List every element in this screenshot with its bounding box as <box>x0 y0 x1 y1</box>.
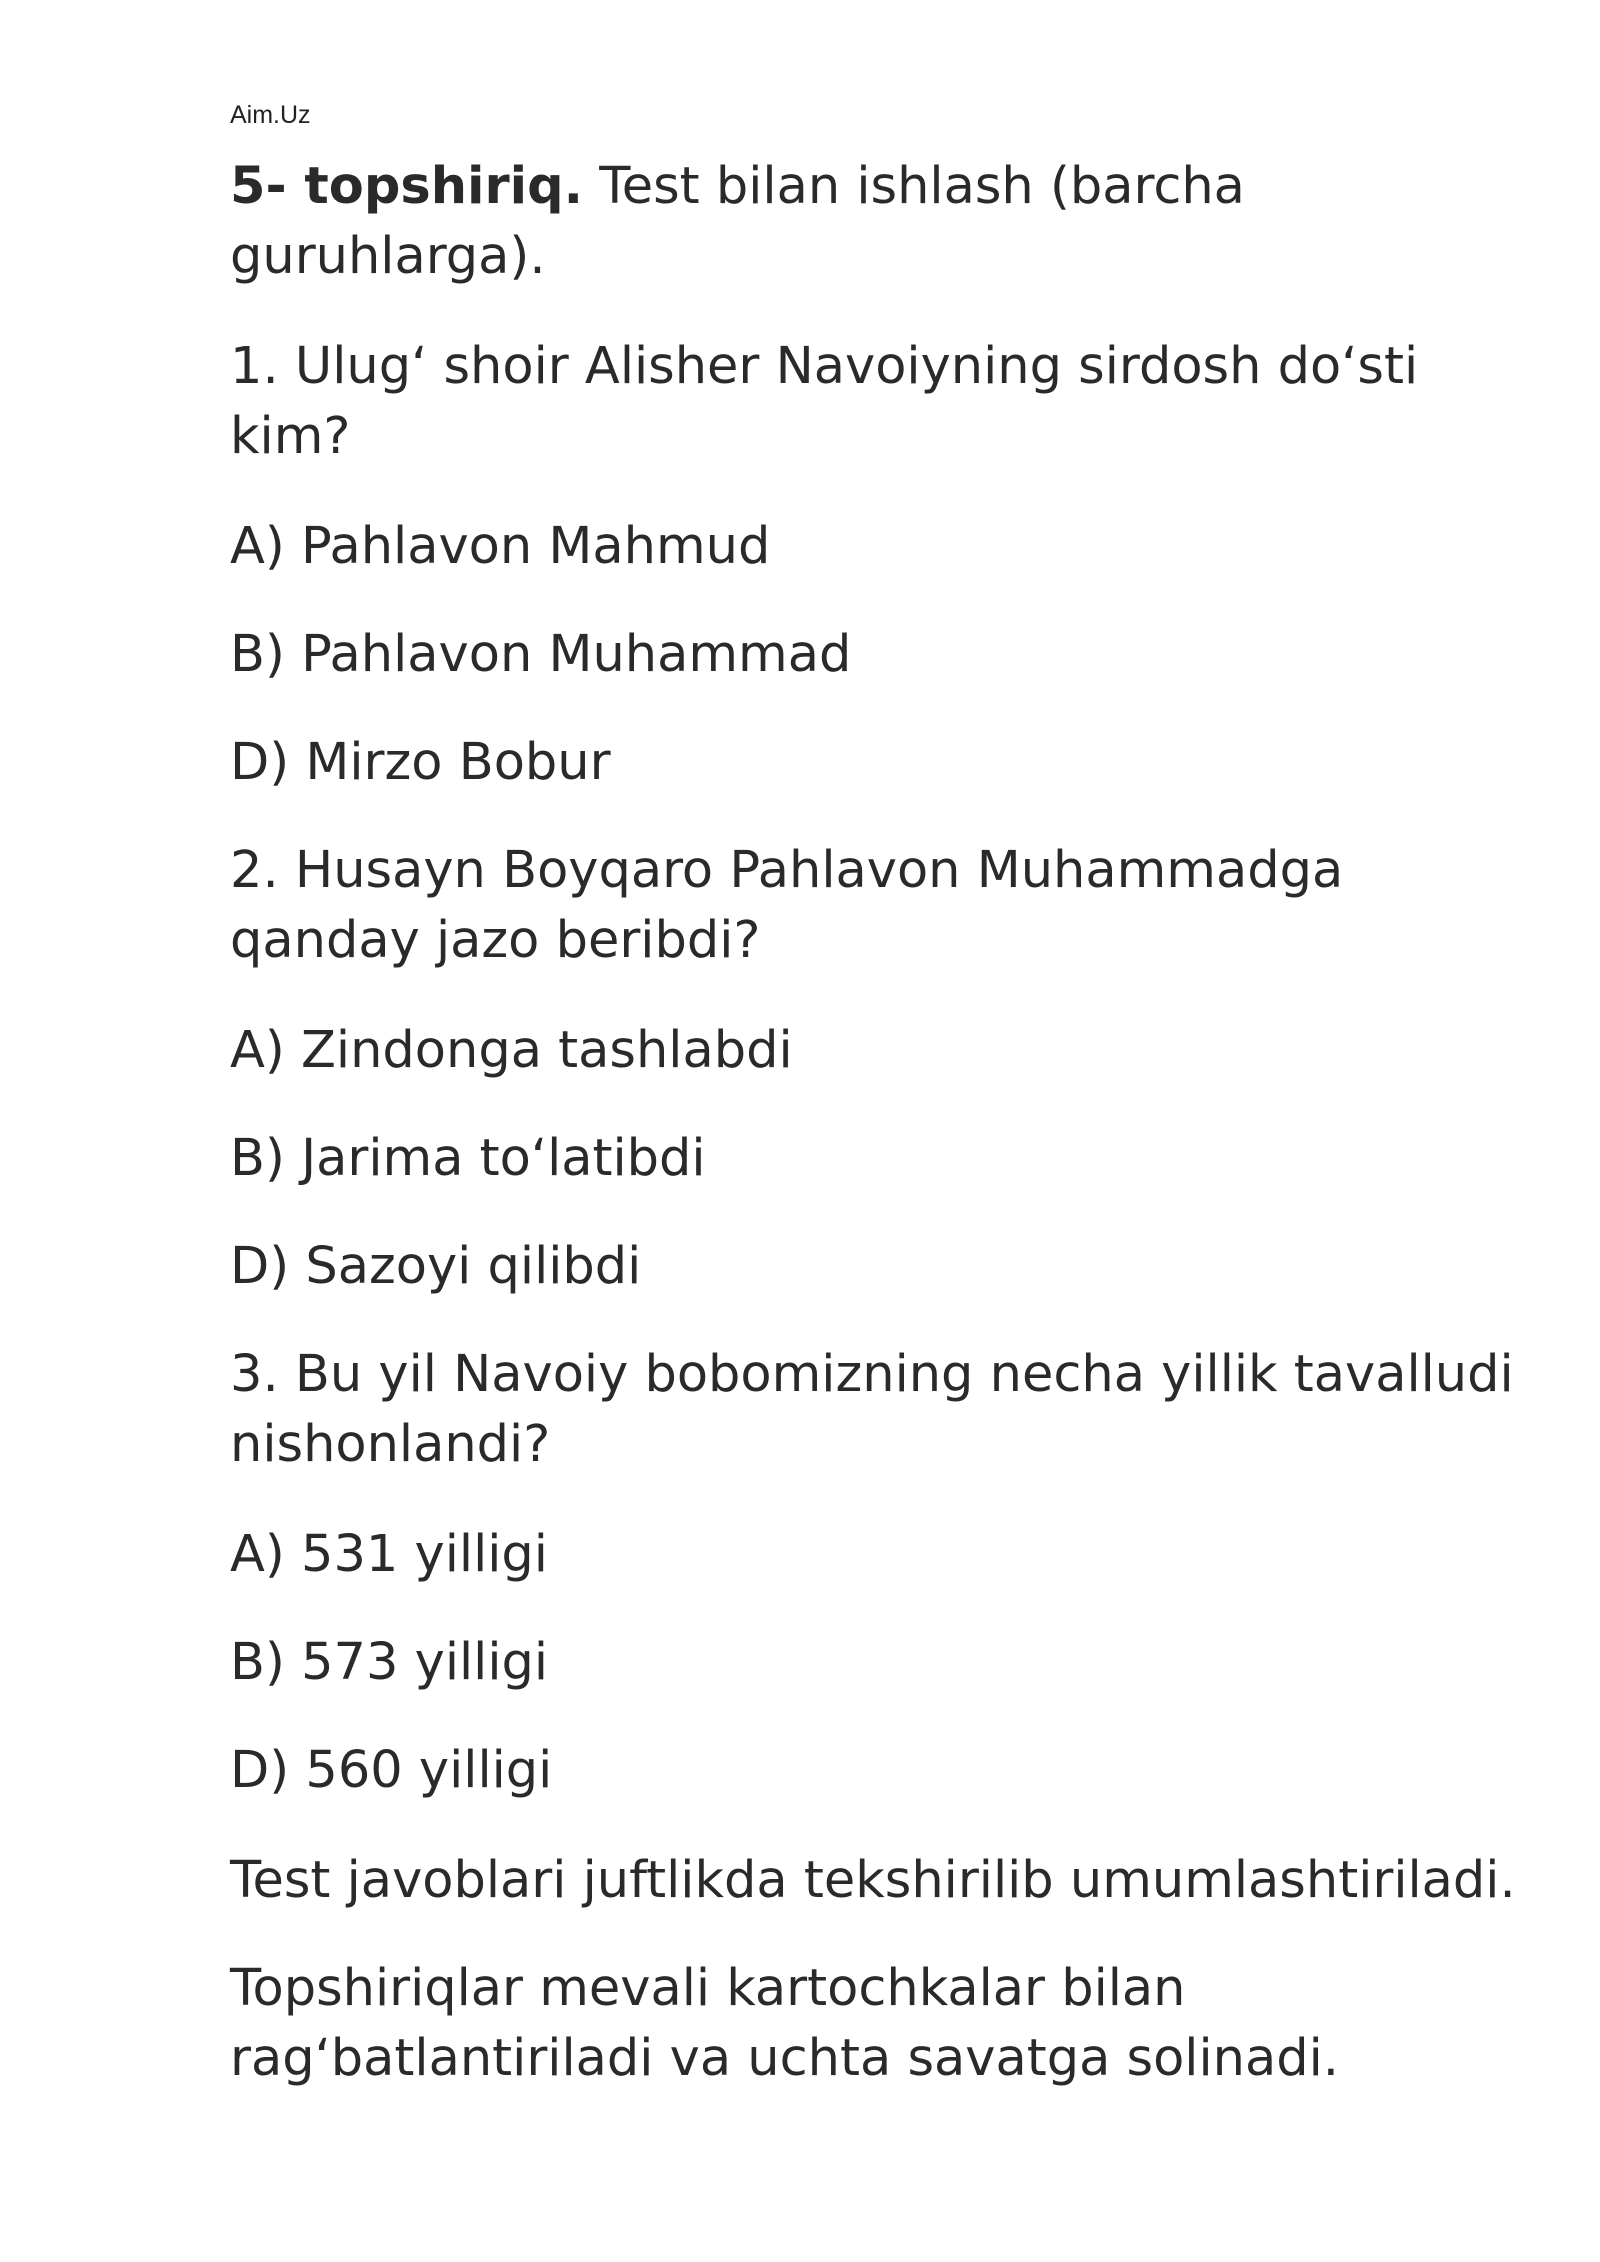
closing-paragraph-1: Test javoblari juftlikda tekshirilib umumlashtiriladi. <box>230 1851 1516 1910</box>
source-label: Aim.Uz <box>230 101 311 129</box>
question-2-option-b: B) Jarima to‘latibdi <box>230 1129 706 1188</box>
question-3-option-b: B) 573 yilligi <box>230 1633 549 1692</box>
question-1-option-d: D) Mirzo Bobur <box>230 733 611 792</box>
question-3-option-d: D) 560 yilligi <box>230 1741 553 1800</box>
closing-paragraph-2: Topshiriqlar mevali kartochkalar bilan rag‘batlantiriladi va uchta savatga solinadi. <box>230 1959 1339 2088</box>
question-2-option-d: D) Sazoyi qilibdi <box>230 1237 642 1296</box>
question-2-text: 2. Husayn Boyqaro Pahlavon Muhammadga qanday jazo beribdi? <box>230 841 1344 970</box>
task-title-rest: Test bilan ishlash (barcha guruhlarga). <box>230 157 1245 286</box>
task-title <box>230 152 1310 292</box>
task-title-bold: 5- topshiriq. <box>230 157 583 216</box>
question-3-option-a: A) 531 yilligi <box>230 1525 548 1584</box>
question-1-text: 1. Ulug‘ shoir Alisher Navoiyning sirdosh do‘sti kim? <box>230 337 1419 466</box>
question-3-text: 3. Bu yil Navoiy bobomizning necha yillik tavalludi nishonlandi? <box>230 1345 1514 1474</box>
question-1-option-a: A) Pahlavon Mahmud <box>230 517 771 576</box>
question-2-option-a: A) Zindonga tashlabdi <box>230 1021 793 1080</box>
question-1-option-b: B) Pahlavon Muhammad <box>230 625 852 684</box>
